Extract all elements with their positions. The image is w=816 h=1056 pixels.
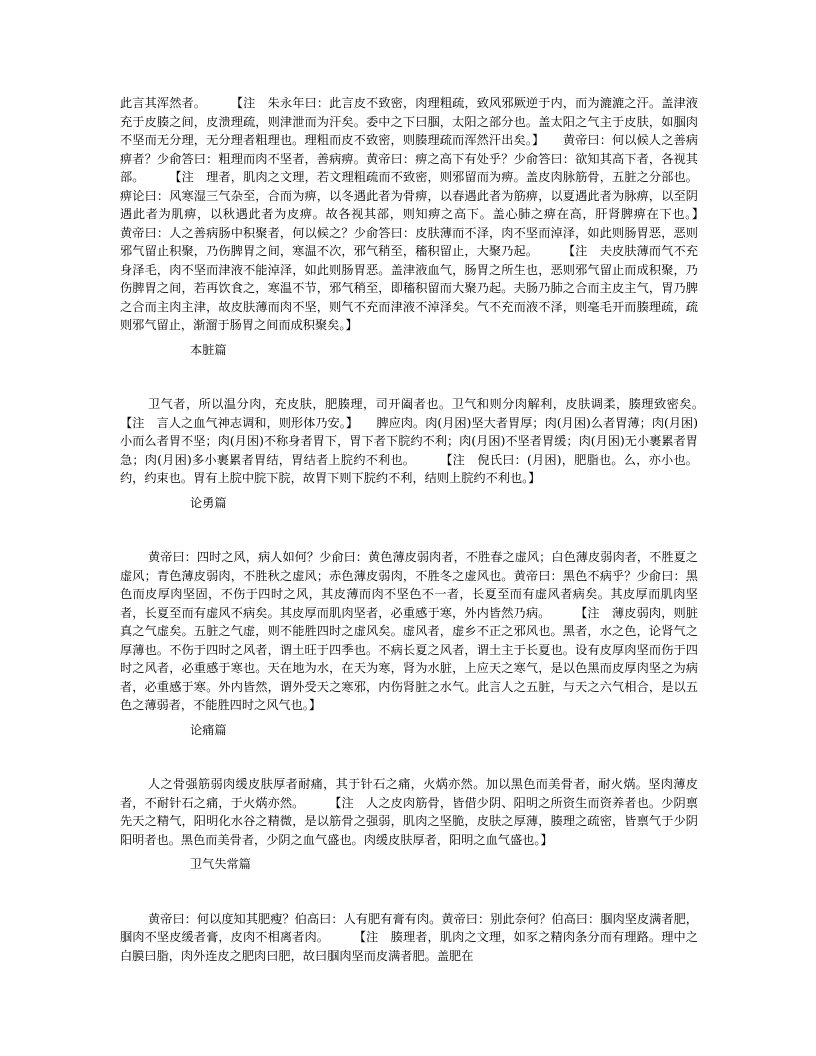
section-heading-weiqi-shichang: 卫气失常篇 [190,857,251,871]
section-heading-luntong: 论痛篇 [190,722,227,737]
paragraph-weiqi-shichang: 黄帝曰：何以度知其肥瘦？伯高曰：人有肥有膏有肉。黄帝曰：别此奈何？伯高曰：腘肉坚皮满者肥，腘肉不坚皮缓者膏，皮肉不相离者肉。 【注 腠理者，肌肉之文理，如豕之精肉条分而有理路。理中之白膜曰脂，肉外连皮之肥肉曰肥，故曰腘肉坚而皮满者肥。盖肥在 [120,911,698,963]
paragraph-luntong: 人之骨强筋弱肉缓皮肤厚者耐痛，其于针石之痛，火焫亦然。加以黑色而美骨者，耐火焫。坚肉薄皮者，不耐针石之痛，于火焫亦然。 【注 人之皮肉筋骨，皆借少阴、阳明之所资生而资养者也。少阴禀先天之精气，阳明化水谷之精微，是以筋骨之强弱，肌肉之坚脆，皮肤之厚薄，腠理之疏密，皆禀气于少阴阳明者也。黑色而美骨者，少阴之血气盛也。肉缓皮肤厚者，阳明之血气盛也。】 [120,777,698,847]
paragraph-benzang: 卫气者，所以温分肉，充皮肤，肥腠理，司开阖者也。卫气和则分肉解利，皮肤调柔，腠理致密矣。 【注 言人之血气神志调和，则形体乃安。】 脾应肉。肉(月困)坚大者胃厚；肉(月困)么者胃薄；肉(月困)小而么者胃不坚；肉(月困)不称身者胃下，胃下者下脘约不利；肉(月困)不坚者胃缓；肉(月困)无小裹累者胃急；肉(月困)多小裹累者胃结，胃结者上脘约不利也。 【注 倪氏曰：(月困)，肥脂也。么，亦小也。约，约束也。胃有上脘中脘下脘，故胃下则下脘约不利，结则上脘约不利也。】 [120,397,735,485]
section-heading-benzang: 本脏篇 [190,342,227,357]
paragraph-intro: 此言其浑然者。 【注 朱永年曰：此言皮不致密，肉理粗疏，致风邪厥逆于内，而为漉漉之汗。盖津液充于皮腠之间，皮溃理疏，则津泄而为汗矣。委中之下曰腘，太阳之部分也。盖太阳之气主于皮肤，如腘肉不坚而无分理，无分理者粗理也。理粗而皮不致密，则腠理疏而浑然汗出矣。】 黄帝曰：何以候人之善病痹者？少俞答曰：粗理而肉不坚者，善病痹。黄帝曰：痹之高下有处乎？少俞答曰：欲知其高下者，各视其部。 【注 理者，肌肉之文理，若文理粗疏而不致密，则邪留而为痹。盖皮肉脉筋骨，五脏之分部也。痹论曰：风寒湿三气杂至，合而为痹，以冬遇此者为骨痹，以春遇此者为筋痹，以夏遇此者为脉痹，以至阴遇此者为肌痹，以秋遇此者为皮痹。故各视其部，则知痹之高下。盖心肺之痹在高，肝肾脾痹在下也。】 黄帝曰：人之善病肠中积聚者，何以候之？少俞答曰：皮肤薄而不泽，肉不坚而淖泽，如此则肠胃恶，恶则邪气留止积聚，乃伤脾胃之间，寒温不次，邪气稍至，稸积留止，大聚乃起。 【注 夫皮肤薄而气不充身泽毛，肉不坚而津液不能淖泽，如此则肠胃恶。盖津液血气，肠胃之所生也，恶则邪气留止而成积聚，乃伤脾胃之间，若再饮食之，寒温不节，邪气稍至，即稸积留而大聚乃起。夫肠乃肺之合而主皮主气，胃乃脾之合而主肉主津，故皮肤薄而肉不坚，则气不充而津液不淖泽矣。气不充而液不泽，则毫毛开而腠理疏，疏则邪气留止，渐溜于肠胃之间而成积聚矣。】 [120,96,723,332]
document-body [120,94,735,965]
section-heading-lunyong: 论勇篇 [190,495,227,510]
paragraph-lunyong: 黄帝曰：四时之风，病人如何？少俞曰：黄色薄皮弱肉者，不胜春之虚风；白色薄皮弱肉者，不胜夏之虚风；青色薄皮弱肉，不胜秋之虚风；赤色薄皮弱肉，不胜冬之虚风也。黄帝曰：黑色不病乎？少俞曰：黑色而皮厚肉坚固，不伤于四时之风，其皮薄而肉不坚色不一者，长夏至而有虚风者病矣。其皮厚而肌肉坚者，长夏至而有虚风不病矣。其皮厚而肌肉坚者，必重感于寒，外内皆然乃病。 【注 薄皮弱肉，则脏真之气虚矣。五脏之气虚，则不能胜四时之虚风矣。虚风者，虚乡不正之邪风也。黑者，水之色，论肾气之厚薄也。不伤于四时之风者，谓土旺于四季也。不病长夏之风者，谓土主于长夏也。设有皮厚肉坚而伤于四时之风者，必重感于寒也。天在地为水，在天为寒，肾为水脏，上应天之寒气，是以色黑而皮厚肉坚之为病者，必重感于寒。外内皆然，谓外受天之寒邪，内伤肾脏之水气。此言人之五脏，与天之六气相合，是以五色之薄弱者，不能胜四时之风气也。】 [120,550,698,712]
